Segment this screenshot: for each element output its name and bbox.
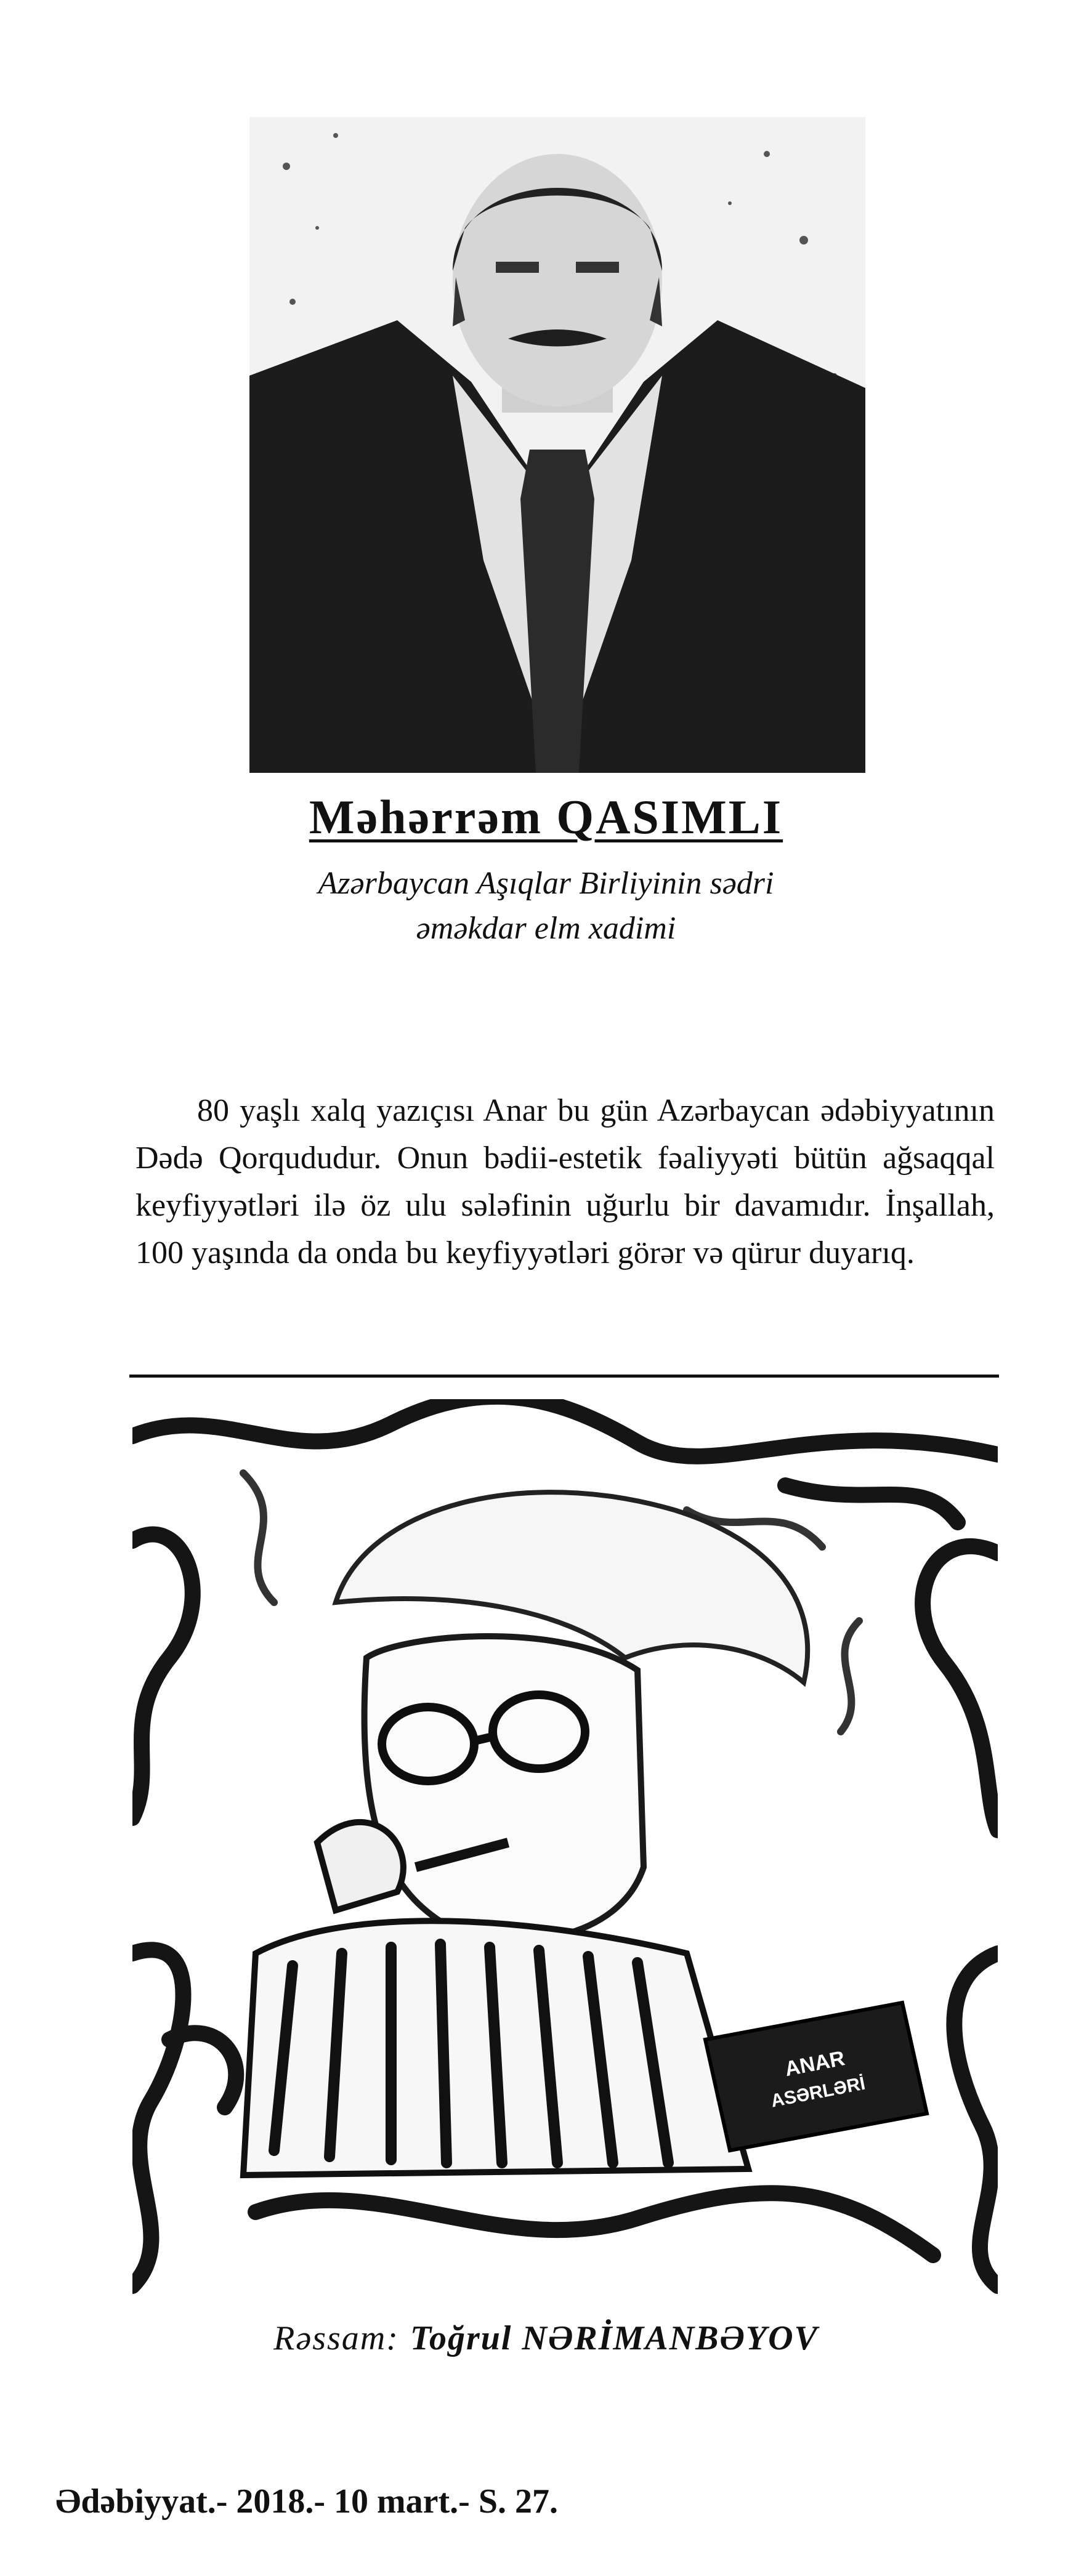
article-body xyxy=(135,1087,995,1277)
author-title-line-1: Azərbaycan Aşıqlar Birliyinin sədri xyxy=(318,866,774,901)
source-citation: Ədəbiyyat.- 2018.- 10 mart.- S. 27. xyxy=(55,2482,558,2521)
painter-credit-label: Rəssam: xyxy=(273,2319,399,2357)
article-paragraph: 80 yaşlı xalq yazıçısı Anar bu gün Azərbaycan ədəbiyyatının Dədə Qorqududur. Onun bədii-estetik fəaliyyəti bütün ağsaqqal keyfiyyətləri ilə öz ulu sələfinin uğurlu bir davamıdır. İnşallah, 100 yaşında da onda bu keyfiyyətləri görər və qürur duyarıq. xyxy=(135,1093,995,1270)
painter-name: Toğrul NƏRİMANBƏYOV xyxy=(410,2319,819,2357)
book-label-line-1: ANAR xyxy=(783,2046,847,2081)
portrait-painting xyxy=(132,1399,998,2298)
section-divider xyxy=(129,1375,999,1378)
author-name: Məhərrəm QASIMLI xyxy=(309,790,783,844)
book-label-line-2: ASƏRLƏRİ xyxy=(769,2073,867,2112)
painter-credit xyxy=(0,2319,1092,2358)
author-photo xyxy=(249,117,865,773)
author-title-line-2: əməkdar elm xadimi xyxy=(416,911,676,946)
